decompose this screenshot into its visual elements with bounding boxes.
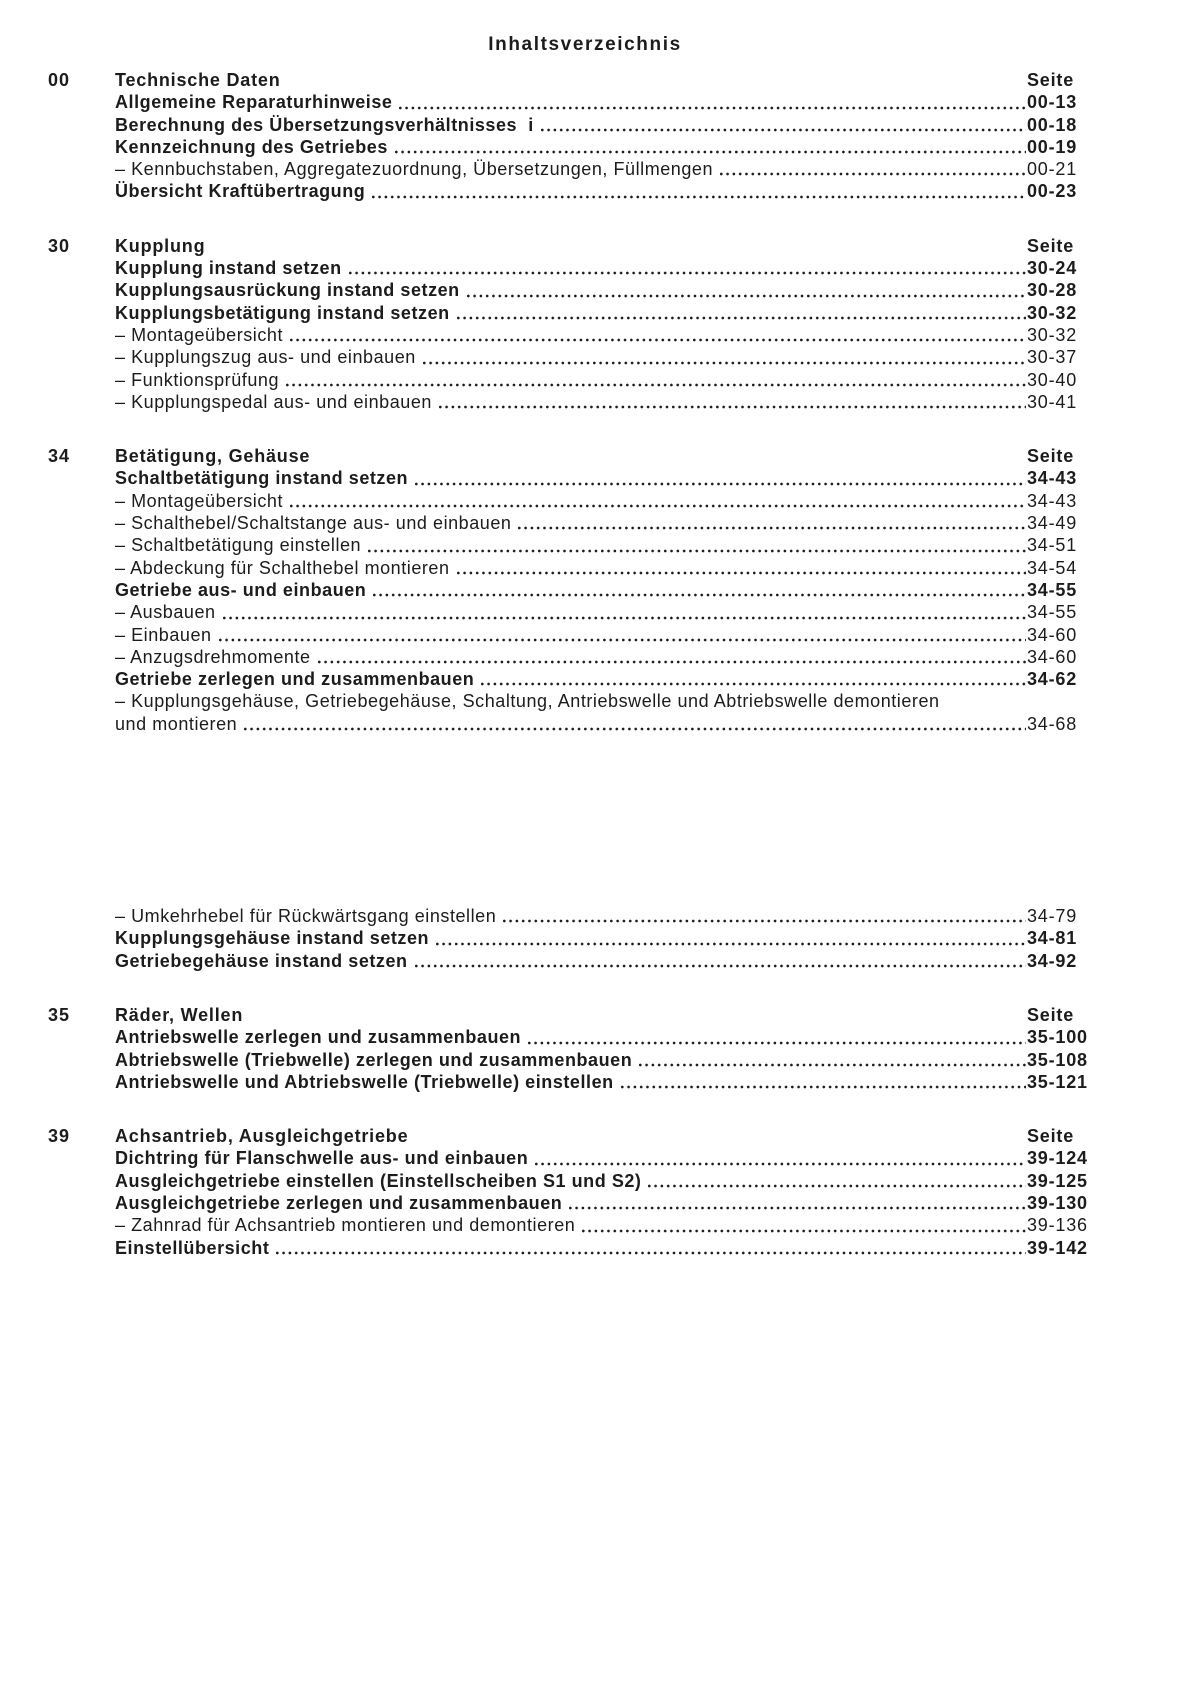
entry-title: Abtriebswelle (Triebwelle) zerlegen und zusammenbauen <box>115 1049 633 1070</box>
toc-section <box>48 69 1097 203</box>
toc-entry-row <box>48 534 1097 556</box>
dot-leader <box>342 257 1027 279</box>
dot-leader <box>534 114 1027 136</box>
dot-leader <box>388 136 1027 158</box>
seite-column-label: Seite <box>1027 446 1075 467</box>
dot-leader <box>392 91 1027 113</box>
toc-entry-row <box>48 646 1097 668</box>
section-title: Technische Daten <box>115 70 281 90</box>
section-title: Achsantrieb, Ausgleichgetriebe <box>115 1126 409 1147</box>
toc-section <box>48 445 1097 972</box>
entry-number-spacer <box>48 180 115 202</box>
toc-entry-row <box>48 369 1097 391</box>
entry-number-spacer <box>48 467 115 489</box>
entry-title: Kupplung instand setzen <box>115 258 342 279</box>
entry-title: – Montageübersicht <box>115 324 283 345</box>
entry-title: Dichtring für Flanschwelle aus- und einbauen <box>115 1148 529 1169</box>
section-entries <box>48 91 1097 202</box>
toc-entry-row <box>48 1170 1097 1192</box>
entry-page-number: 30-41 <box>1027 391 1078 412</box>
entry-title: – Ausbauen <box>115 602 216 623</box>
toc-entry-row <box>48 1049 1097 1071</box>
entry-number-spacer <box>48 346 115 368</box>
entry-number-spacer <box>48 579 115 601</box>
entry-title: – Kupplungszug aus- und einbauen <box>115 347 416 368</box>
section-header-row <box>48 235 1097 257</box>
entry-title: Ausgleichgetriebe zerlegen und zusammenbauen <box>115 1192 563 1213</box>
section-header-row <box>48 1125 1097 1147</box>
header-spacer <box>205 235 1027 257</box>
entry-page-number: 39-142 <box>1027 1237 1088 1258</box>
entry-page-number: 30-28 <box>1027 280 1078 301</box>
entry-page-number: 34-62 <box>1027 669 1078 690</box>
entry-number-spacer <box>48 557 115 579</box>
dot-leader <box>408 950 1027 972</box>
dot-leader <box>562 1192 1027 1214</box>
entry-title: Übersicht Kraftübertragung <box>115 181 366 202</box>
section-number: 34 <box>48 446 71 467</box>
entry-number-spacer <box>48 490 115 512</box>
entry-title: Kupplungsausrückung instand setzen <box>115 280 460 301</box>
entry-title: Allgemeine Reparaturhinweise <box>115 92 393 113</box>
entry-page-number: 30-40 <box>1027 369 1078 390</box>
dot-leader <box>614 1071 1027 1093</box>
toc-entry-row <box>48 180 1097 202</box>
entry-page-number: 34-60 <box>1027 646 1078 667</box>
entry-number-spacer <box>48 1170 115 1192</box>
entry-page-number: 30-37 <box>1027 347 1078 368</box>
toc-entry-row <box>48 557 1097 579</box>
entry-number-spacer <box>48 1026 115 1048</box>
entry-title: Schaltbetätigung instand setzen <box>115 468 409 489</box>
entry-page-number: 34-51 <box>1027 535 1078 556</box>
dot-leader <box>632 1049 1027 1071</box>
toc-entry-row <box>48 1214 1097 1236</box>
entry-page-number: 00-18 <box>1027 114 1078 135</box>
entry-title: – Zahnrad für Achsantrieb montieren und demontieren <box>115 1215 576 1236</box>
entry-title: – Funktionsprüfung <box>115 369 279 390</box>
entry-title: – Abdeckung für Schalthebel montieren <box>115 557 450 578</box>
entry-number-spacer <box>48 324 115 346</box>
entry-title: – Kennbuchstaben, Aggregatezuordnung, Übersetzungen, Füllmengen <box>115 159 714 180</box>
page-title: Inhaltsverzeichnis <box>488 34 682 55</box>
dot-leader <box>474 668 1027 690</box>
entry-number-spacer <box>48 91 115 113</box>
toc-entry-row <box>48 1237 1097 1259</box>
entry-page-number: 34-55 <box>1027 579 1078 600</box>
seite-column-label: Seite <box>1027 70 1075 90</box>
section-header-row <box>48 69 1097 91</box>
dot-leader <box>408 467 1027 489</box>
entry-title: Kennzeichnung des Getriebes <box>115 136 388 157</box>
section-title: Betätigung, Gehäuse <box>115 446 311 467</box>
dot-leader <box>511 512 1027 534</box>
toc-entry-row <box>48 690 1097 712</box>
entry-number-spacer <box>48 512 115 534</box>
entry-page-number: 34-81 <box>1027 928 1078 949</box>
entry-number-spacer <box>48 279 115 301</box>
seite-column-label: Seite <box>1027 235 1075 256</box>
entry-number-spacer <box>48 391 115 413</box>
entry-page-number: 00-13 <box>1027 92 1078 113</box>
entry-title: Kupplungsbetätigung instand setzen <box>115 302 450 323</box>
entry-page-number: 39-124 <box>1027 1148 1088 1169</box>
entry-page-number: 39-136 <box>1027 1215 1088 1236</box>
toc-entry-row <box>48 136 1097 158</box>
dot-leader <box>641 1170 1027 1192</box>
toc-entry-row <box>48 391 1097 413</box>
toc-entry-row <box>48 490 1097 512</box>
entry-page-number: 34-60 <box>1027 624 1078 645</box>
dot-leader <box>237 713 1027 735</box>
toc-entry-row <box>48 158 1097 180</box>
entry-page-number: 34-79 <box>1027 906 1078 927</box>
entry-number-spacer <box>48 1147 115 1169</box>
entry-title: Ausgleichgetriebe einstellen (Einstellscheiben S1 und S2) <box>115 1170 642 1191</box>
entry-page-number: 39-130 <box>1027 1192 1088 1213</box>
section-number: 00 <box>48 70 71 90</box>
dot-leader <box>416 346 1027 368</box>
entry-page-number: 35-108 <box>1027 1049 1088 1070</box>
section-number: 39 <box>48 1126 71 1147</box>
entry-page-number: 35-100 <box>1027 1027 1088 1048</box>
entry-number-spacer <box>48 1237 115 1259</box>
toc-entry-row <box>48 1147 1097 1169</box>
toc-entry-row <box>48 601 1097 623</box>
header-spacer <box>310 445 1027 467</box>
entry-number-spacer <box>48 1214 115 1236</box>
entry-page-number: 34-49 <box>1027 513 1078 534</box>
entry-number-spacer <box>48 927 115 949</box>
entry-number-spacer <box>48 158 115 180</box>
entry-page-number: 30-32 <box>1027 302 1078 323</box>
toc-entry-row <box>48 91 1097 113</box>
section-title: Kupplung <box>115 235 206 256</box>
toc-entry-row <box>48 668 1097 690</box>
dot-leader <box>212 624 1027 646</box>
header-spacer <box>243 1004 1027 1026</box>
section-entries <box>48 467 1097 971</box>
entry-title: – Schalthebel/Schaltstange aus- und einbauen <box>115 513 512 534</box>
dot-leader <box>311 646 1027 668</box>
header-spacer <box>408 1125 1027 1147</box>
seite-column-label: Seite <box>1027 1004 1075 1025</box>
entry-page-number: 34-43 <box>1027 468 1078 489</box>
entry-number-spacer <box>48 1049 115 1071</box>
toc-entry-row <box>48 950 1097 972</box>
entry-number-spacer <box>48 302 115 324</box>
table-of-contents <box>48 69 1097 1259</box>
dot-leader <box>521 1026 1027 1048</box>
toc-entry-row <box>48 1026 1097 1048</box>
entry-page-number: 00-21 <box>1027 159 1078 180</box>
entry-page-number: 34-54 <box>1027 557 1078 578</box>
entry-title: Getriebegehäuse instand setzen <box>115 950 408 971</box>
toc-entry-row <box>48 1192 1097 1214</box>
entry-title: Getriebe aus- und einbauen <box>115 579 367 600</box>
entry-number-spacer <box>48 905 115 927</box>
dot-leader <box>496 905 1027 927</box>
dot-leader <box>575 1214 1027 1236</box>
dot-leader <box>450 302 1027 324</box>
entry-title: und montieren <box>115 713 238 734</box>
entry-title: Kupplungsgehäuse instand setzen <box>115 928 430 949</box>
toc-section <box>48 1125 1097 1259</box>
entry-number-spacer <box>48 646 115 668</box>
entry-title: Antriebswelle und Abtriebswelle (Triebwelle) einstellen <box>115 1071 614 1092</box>
dot-leader <box>365 180 1027 202</box>
entry-page-number: 30-24 <box>1027 258 1078 279</box>
entry-title: – Kupplungspedal aus- und einbauen <box>115 391 432 412</box>
toc-entry-row <box>48 624 1097 646</box>
section-number: 35 <box>48 1004 71 1025</box>
toc-entry-row <box>48 467 1097 489</box>
entry-title: Antriebswelle zerlegen und zusammenbauen <box>115 1027 522 1048</box>
entry-number-spacer <box>48 624 115 646</box>
dot-leader <box>283 490 1027 512</box>
entry-number-spacer <box>48 950 115 972</box>
entry-number-spacer <box>48 713 115 735</box>
dot-leader <box>432 391 1027 413</box>
entry-page-number: 00-23 <box>1027 181 1078 202</box>
section-entries <box>48 1147 1097 1258</box>
entry-number-spacer <box>48 1071 115 1093</box>
entry-number-spacer <box>48 668 115 690</box>
toc-entry-row <box>48 324 1097 346</box>
dot-leader <box>366 579 1027 601</box>
toc-entry-row <box>48 346 1097 368</box>
entry-title: – Einbauen <box>115 624 212 645</box>
toc-entry-row <box>48 713 1097 735</box>
entry-title: – Umkehrhebel für Rückwärtsgang einstellen <box>115 906 497 927</box>
section-header-row <box>48 1004 1097 1026</box>
dot-leader <box>460 279 1027 301</box>
section-number: 30 <box>48 235 71 256</box>
section-title: Räder, Wellen <box>115 1004 244 1025</box>
toc-entry-row <box>48 302 1097 324</box>
dot-leader <box>429 927 1027 949</box>
header-spacer <box>281 69 1027 91</box>
dot-leader <box>450 557 1027 579</box>
dot-leader <box>713 158 1027 180</box>
entry-page-number <box>1027 690 1097 712</box>
entry-page-number: 30-32 <box>1027 324 1078 345</box>
entry-page-number: 39-125 <box>1027 1170 1088 1191</box>
entry-number-spacer <box>48 136 115 158</box>
toc-entry-row <box>48 512 1097 534</box>
entry-page-number: 34-92 <box>1027 950 1078 971</box>
toc-entry-row <box>48 1071 1097 1093</box>
dot-leader <box>216 601 1027 623</box>
section-header-row <box>48 445 1097 467</box>
dot-leader <box>528 1147 1027 1169</box>
entry-number-spacer <box>48 114 115 136</box>
entry-title: – Kupplungsgehäuse, Getriebegehäuse, Schaltung, Antriebswelle und Abtriebswelle demontieren <box>115 691 940 712</box>
toc-entry-row <box>48 579 1097 601</box>
entry-title: Berechnung des Übersetzungsverhältnisses i <box>115 114 534 135</box>
entry-page-number: 35-121 <box>1027 1071 1088 1092</box>
section-entries <box>48 257 1097 413</box>
dot-leader <box>269 1237 1027 1259</box>
seite-column-label: Seite <box>1027 1126 1075 1147</box>
dot-leader <box>279 369 1027 391</box>
toc-entry-row <box>48 279 1097 301</box>
entry-title: Einstellübersicht <box>115 1237 270 1258</box>
toc-entry-row <box>48 927 1097 949</box>
section-entries <box>48 1026 1097 1093</box>
entry-number-spacer <box>48 369 115 391</box>
entry-number-spacer <box>48 690 115 712</box>
dot-leader <box>940 690 1027 712</box>
dot-leader <box>283 324 1027 346</box>
toc-entry-row <box>48 905 1097 927</box>
entry-number-spacer <box>48 601 115 623</box>
toc-entry-row <box>48 114 1097 136</box>
entry-title: – Schaltbetätigung einstellen <box>115 535 362 556</box>
entry-page-number: 00-19 <box>1027 136 1078 157</box>
toc-section <box>48 235 1097 413</box>
dot-leader <box>361 534 1027 556</box>
entry-title: – Anzugsdrehmomente <box>115 646 311 667</box>
entry-number-spacer <box>48 534 115 556</box>
toc-entry-row <box>48 257 1097 279</box>
entry-page-number: 34-68 <box>1027 713 1078 734</box>
entry-number-spacer <box>48 257 115 279</box>
entry-page-number: 34-43 <box>1027 490 1078 511</box>
entry-page-number: 34-55 <box>1027 602 1078 623</box>
entry-title: Getriebe zerlegen und zusammenbauen <box>115 669 475 690</box>
entry-title: – Montageübersicht <box>115 490 283 511</box>
entry-number-spacer <box>48 1192 115 1214</box>
toc-section <box>48 1004 1097 1093</box>
